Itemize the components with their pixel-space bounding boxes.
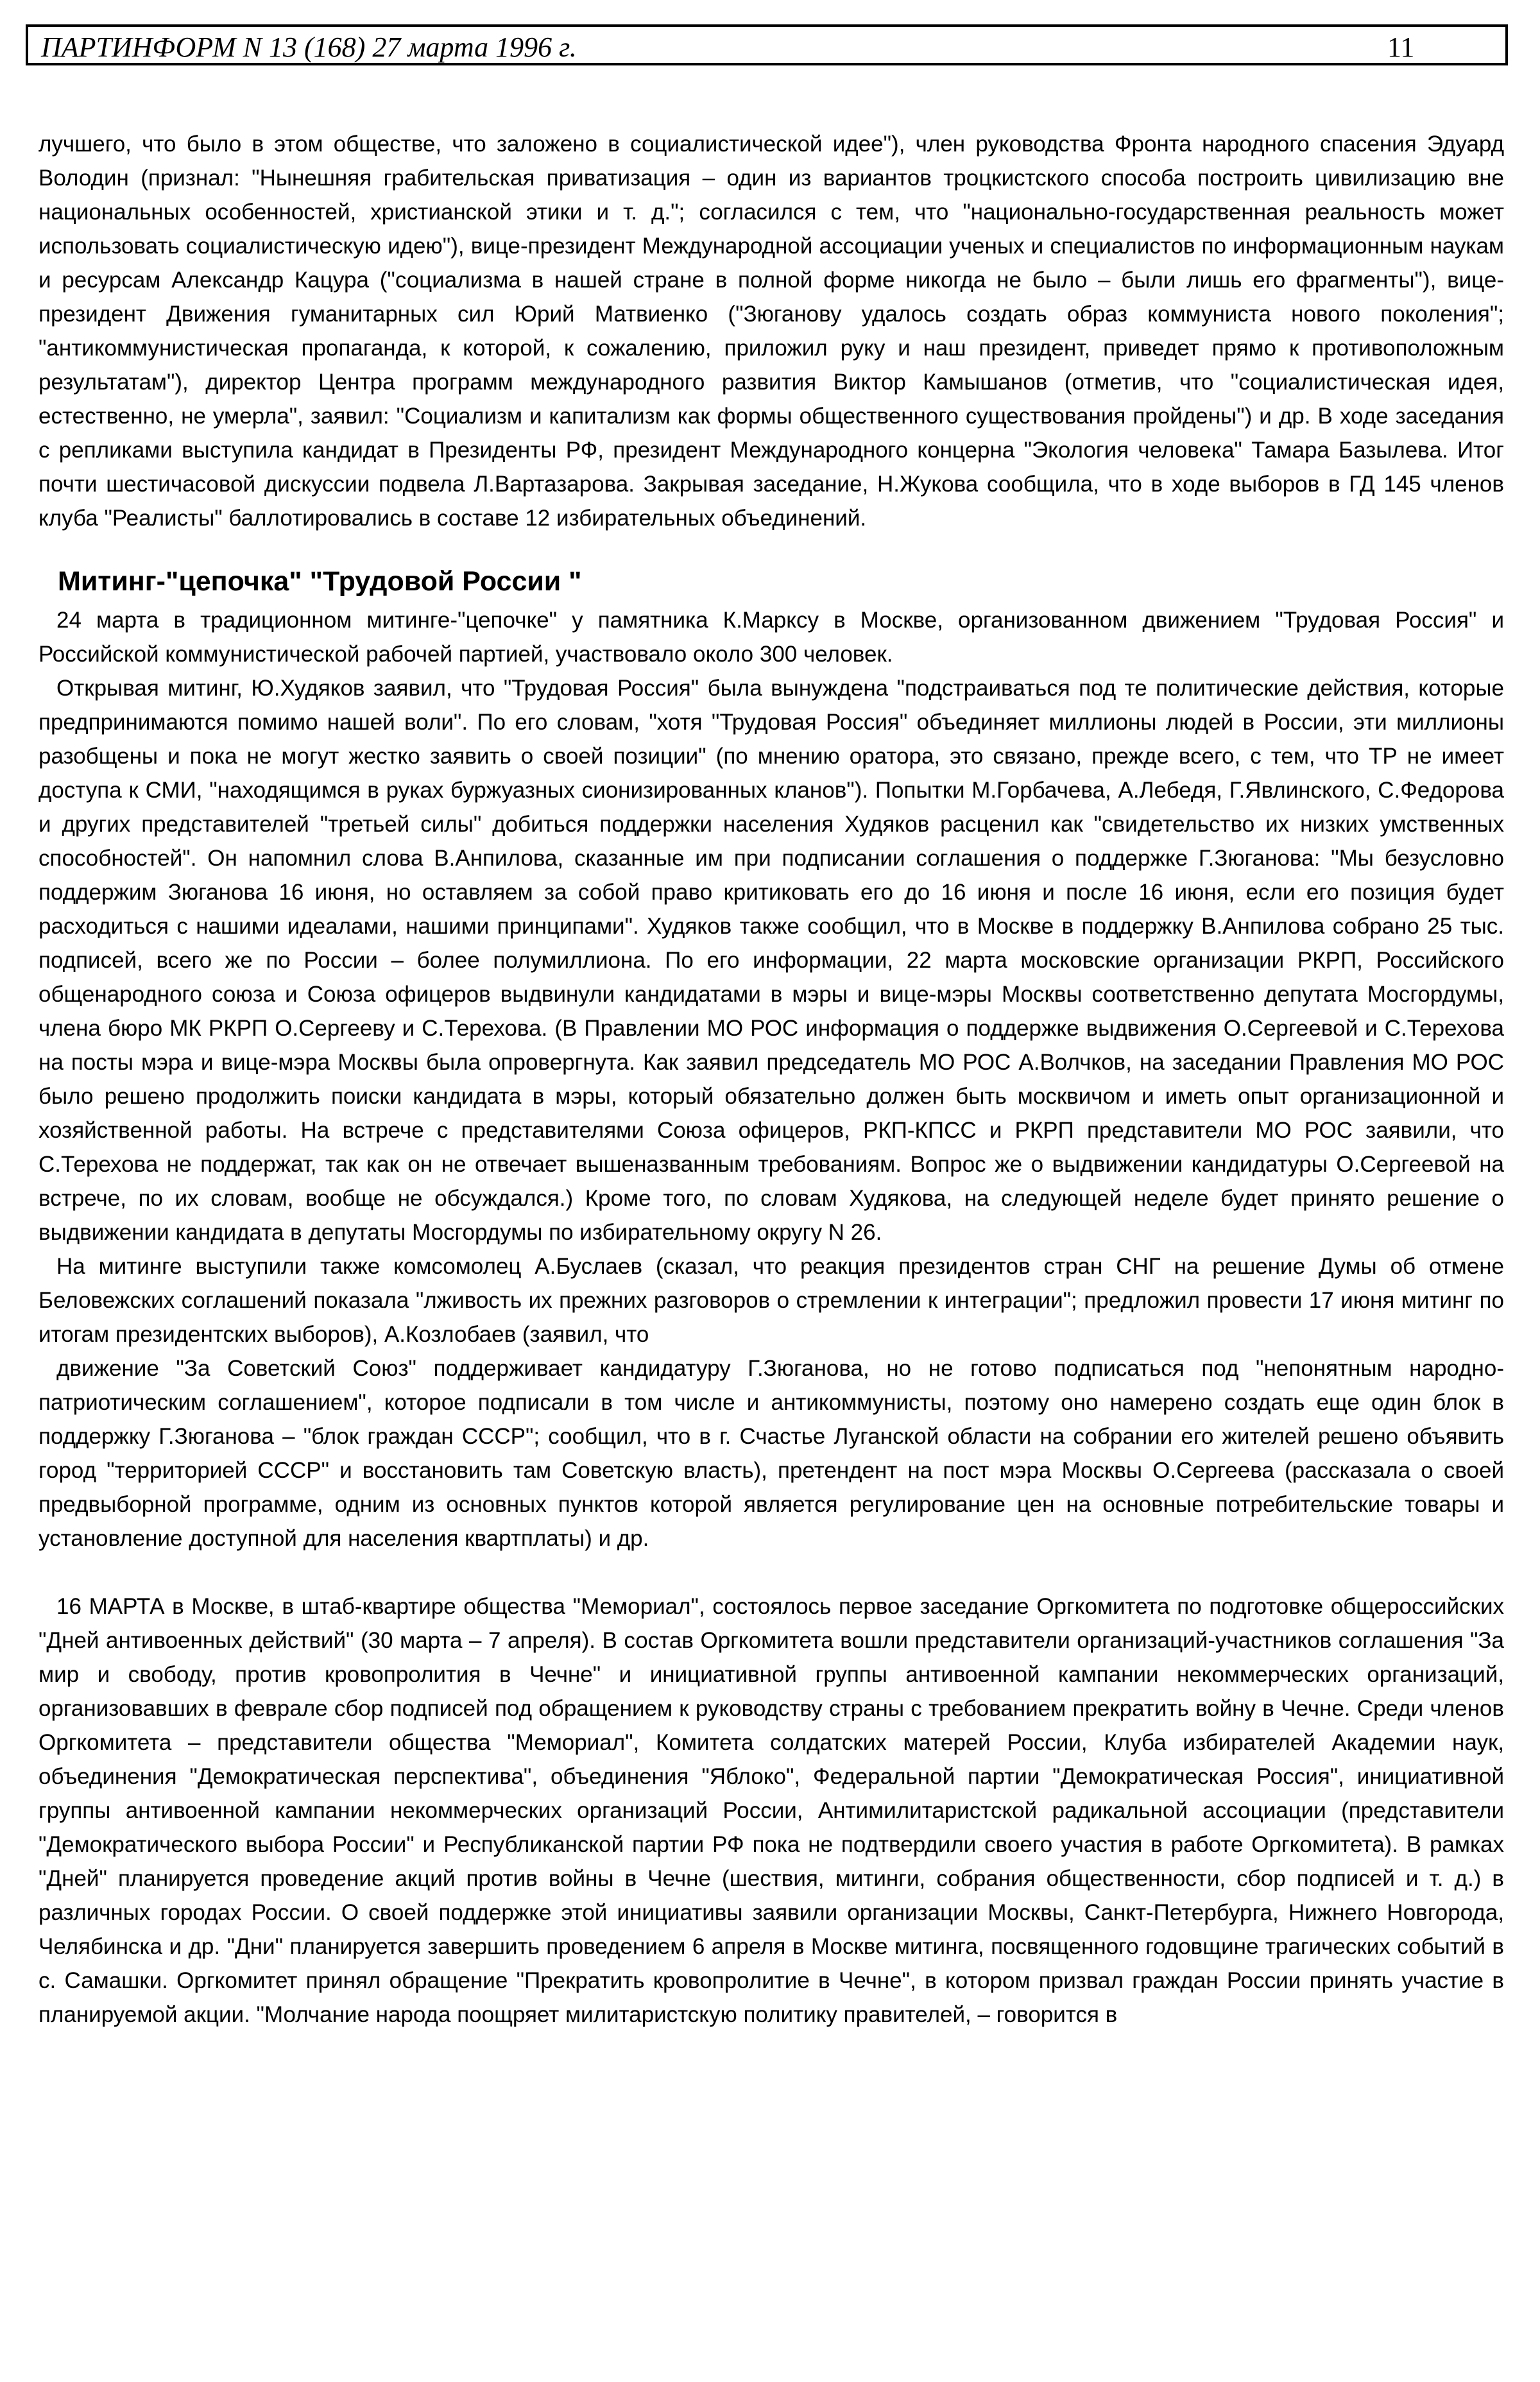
rally-paragraph: На митинге выступили также комсомолец А.Буслаев (сказал, что реакция президентов стран СНГ на решение Думы об отмене Беловежских соглашений показала "лживость их прежних разговоров о стремлении к интеграции"; предложил провести 17 июня митинг по итогам президентских выборов), А.Козлобаев (заявил, что xyxy=(38,1254,1504,1347)
rally-paragraph: движение "За Советский Союз" поддерживает кандидатуру Г.Зюганова, но не готово подписаться под "непонятным народно-патриотическим соглашением", которое подписали в том числе и антикоммунисты, поэтому оно намерено создать еще один блок в поддержку Г.Зюганова – "блок граждан СССР"; сообщил, что в г. Счастье Луганской области на собрании его жителей решено объявить город "территорией СССР" и восстановить там Советскую власть), претендент на пост мэра Москвы О.Сергеева (рассказала о своей предвыборной программе, одним из основных пунктов которой является регулирование цен на основные потребительские товары и установление доступной для населения квартплаты) и др. xyxy=(38,1356,1504,1551)
intro-paragraph: лучшего, что было в этом обществе, что заложено в социалистической идее"), член руководства Фронта народного спасения Эдуард Володин (признал: "Нынешняя грабительская приватизация – один из вариантов троцкистского способа построить цивилизацию вне национальных особенностей, христианской этики и т. д."; согласился с тем, что "национально-государственная реальность может использовать социалистическую идею"), вице-президент Международной ассоциации ученых и специалистов по информационным наукам и ресурсам Александр Кацура ("социализма в нашей стране в полной форме никогда не было – были лишь его фрагменты"), вице-президент Движения гуманитарных сил Юрий Матвиенко ("Зюганову удалось создать образ коммуниста нового поколения"; "антикоммунистическая пропаганда, к которой, к сожалению, приложил руку и наш президент, приведет прямо к противоположным результатам"), директор Центра программ международного развития Виктор Камышанов (отметив, что "социалистическая идея, естественно, не умерла", заявил: "Социализм и капитализм как формы общественного существования пройдены") и др. В ходе заседания с репликами выступила кандидат в Президенты РФ, президент Международного концерна "Экология человека" Тамара Базылева. Итог почти шестичасовой дискуссии подвела Л.Вартазарова. Закрывая заседание, Н.Жукова сообщила, что в ходе выборов в ГД 145 членов клуба "Реалисты" баллотировались в составе 12 избирательных объединений. xyxy=(38,132,1504,531)
publication-title: ПАРТИНФОРМ N 13 (168) 27 марта 1996 г. xyxy=(41,31,577,63)
rally-paragraph: Открывая митинг, Ю.Худяков заявил, что "Трудовая Россия" была вынуждена "подстраиваться под те политические действия, которые предпринимаются помимо нашей воли". По его словам, "хотя "Трудовая Россия" объединяет миллионы людей в России, эти миллионы разобщены и пока не могут жестко заявить о своей позиции" (по мнению оратора, это связано, прежде всего, с тем, что ТР не имеет доступа к СМИ, "находящимся в руках буржуазных сионизированных кланов"). Попытки М.Горбачева, А.Лебедя, Г.Явлинского, С.Федорова и других представителей "третьей силы" добиться поддержки населения Худяков расценил как "свидетельство их низких умственных способностей". Он напомнил слова В.Анпилова, сказанные им при подписании соглашения о поддержке Г.Зюганова: "Мы безусловно поддержим Зюганова 16 июня, но оставляем за собой право критиковать его до 16 июня и после 16 июня, если его позиция будет расходиться с нашими идеалами, нашими принципами". Худяков также сообщил, что в Москве в поддержку В.Анпилова собрано 25 тыс. подписей, всего же по России – более полумиллиона. По его информации, 22 марта московские организации РКРП, Российского общенародного союза и Союза офицеров выдвинули кандидатами в мэры и вице-мэры Москвы соответственно депутата Мосгордумы, члена бюро МК РКРП О.Сергееву и С.Терехова. (В Правлении МО РОС информация о поддержке выдвижения О.Сергеевой и С.Терехова на посты мэра и вице-мэра Москвы была опровергнута. Как заявил председатель МО РОС А.Волчков, на заседании Правления МО РОС было решено продолжить поиски кандидата в мэры, который обязательно должен быть москвичом и иметь опыт организационной и хозяйственной работы. На встрече с представителями Союза офицеров, РКП-КПСС и РКРП представители МО РОС заявили, что С.Терехова не поддержат, так как он не отвечает вышеназванным требованиям. Вопрос же о выдвижении кандидатуры О.Сергеевой на встрече, по их словам, вообще не обсуждался.) Кроме того, по словам Худякова, на следующей неделе будет принято решение о выдвижении кандидата в депутаты Мосгордумы по избирательному округу N 26. xyxy=(38,676,1504,1245)
rally-paragraph: 24 марта в традиционном митинге-"цепочке" у памятника К.Марксу в Москве, организованном движением "Трудовая Россия" и Российской коммунистической рабочей партией, участвовало около 300 человек. xyxy=(38,608,1504,667)
memorial-paragraph: 16 МАРТА в Москве, в штаб-квартире общества "Мемориал", состоялось первое заседание Оргкомитета по подготовке общероссийских "Дней антивоенных действий" (30 марта – 7 апреля). В состав Оргкомитета вошли представители организаций-участников соглашения "За мир и свободу, против кровопролития в Чечне" и инициативной группы антивоенной кампании некоммерческих организаций, организовавших в феврале сбор подписей под обращением к руководству страны с требованием прекратить войну в Чечне. Среди членов Оргкомитета – представители общества "Мемориал", Комитета солдатских матерей России, Клуба избирателей Академии наук, объединения "Демократическая перспектива", объединения "Яблоко", Федеральной партии "Демократическая Россия", инициативной группы антивоенной кампании некоммерческих организаций России, Антимилитаристской радикальной ассоциации (представители "Демократического выбора России" и Республиканской партии РФ пока не подтвердили своего участия в работе Оргкомитета). В рамках "Дней" планируется проведение акций против войны в Чечне (шествия, митинги, собрания общественности, сбор подписей и т. д.) в различных городах России. О своей поддержке этой инициативы заявили организации Москвы, Санкт-Петербурга, Нижнего Новгорода, Челябинска и др. "Дни" планируется завершить проведением 6 апреля в Москве митинга, посвященного годовщине трагических событий в с. Самашки. Оргкомитет принял обращение "Прекратить кровопролитие в Чечне", в котором призвал граждан России принять участие в планируемой акции. "Молчание народа поощряет милитаристскую политику правителей, – говорится в xyxy=(38,1594,1504,2027)
page-number: 11 xyxy=(1387,31,1415,63)
article-body xyxy=(38,127,1504,2032)
section-heading-rally: Митинг-"цепочка" "Трудовой России " xyxy=(58,566,582,597)
page-header xyxy=(26,24,1508,65)
paragraph-spacer xyxy=(38,1555,1504,1589)
